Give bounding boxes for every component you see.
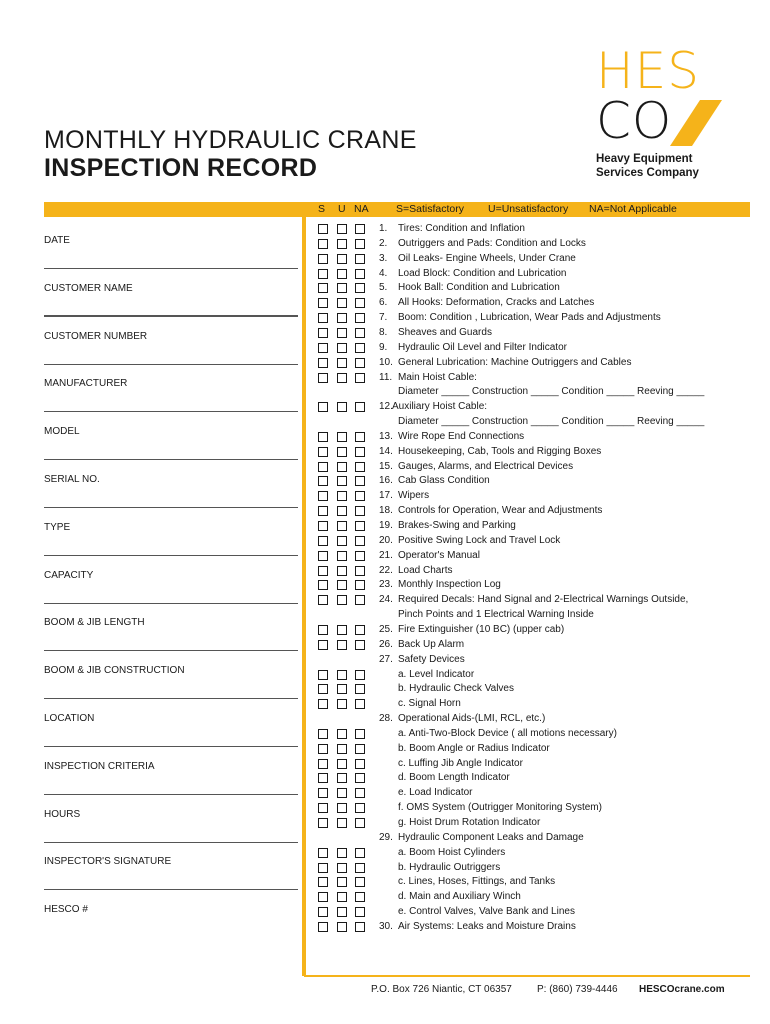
checklist-item-number: 9. bbox=[379, 341, 388, 353]
checkbox-na[interactable] bbox=[355, 580, 365, 590]
hesco-logo bbox=[596, 42, 746, 186]
checkbox-na[interactable] bbox=[355, 640, 365, 650]
checkbox-na[interactable] bbox=[355, 551, 365, 561]
checkbox-u[interactable] bbox=[337, 328, 347, 338]
checkbox-s[interactable] bbox=[318, 239, 328, 249]
checkbox-s[interactable] bbox=[318, 670, 328, 680]
checkbox-na[interactable] bbox=[355, 922, 365, 932]
checkbox-na[interactable] bbox=[355, 625, 365, 635]
checkbox-na[interactable] bbox=[355, 358, 365, 368]
checkbox-u[interactable] bbox=[337, 848, 347, 858]
checklist-item-number: 16. bbox=[379, 475, 393, 487]
checklist-item-text: Tires: Condition and Inflation bbox=[398, 223, 525, 234]
field-input-line[interactable] bbox=[44, 364, 298, 365]
footer-phone: P: (860) 739-4446 bbox=[537, 984, 618, 995]
checkbox-na[interactable] bbox=[355, 476, 365, 486]
checklist-item-number: 27. bbox=[379, 653, 393, 665]
checkbox-s[interactable] bbox=[318, 863, 328, 873]
checkbox-u[interactable] bbox=[337, 476, 347, 486]
checkbox-u[interactable] bbox=[337, 506, 347, 516]
checkbox-u[interactable] bbox=[337, 907, 347, 917]
checklist-item-text: e. Control Valves, Valve Bank and Lines bbox=[398, 906, 575, 918]
checkbox-na[interactable] bbox=[355, 907, 365, 917]
checkbox-s[interactable] bbox=[318, 551, 328, 561]
field-input-line[interactable] bbox=[44, 746, 298, 747]
checklist-item-text: Positive Swing Lock and Travel Lock bbox=[398, 534, 561, 546]
checkbox-na[interactable] bbox=[355, 491, 365, 501]
checklist-item-text: Controls for Operation, Wear and Adjustments bbox=[398, 505, 603, 517]
checklist-item-text: Hydraulic Component Leaks and Damage bbox=[398, 831, 584, 843]
checkbox-na[interactable] bbox=[355, 521, 365, 531]
checklist-item-number: 17. bbox=[379, 490, 393, 502]
checkbox-u[interactable] bbox=[337, 462, 347, 472]
checklist-item-number: 13. bbox=[379, 430, 393, 442]
field-label: CUSTOMER NUMBER bbox=[44, 330, 148, 342]
checkbox-na[interactable] bbox=[355, 402, 365, 412]
checklist-item-text: Oil Leaks- Engine Wheels, Under Crane bbox=[398, 252, 576, 264]
checklist-item-number: 12. bbox=[379, 401, 393, 413]
checklist-item-text: Monthly Inspection Log bbox=[398, 579, 501, 591]
checkbox-u[interactable] bbox=[337, 298, 347, 308]
checkbox-na[interactable] bbox=[355, 788, 365, 798]
field-input-line[interactable] bbox=[44, 794, 298, 795]
checkbox-na[interactable] bbox=[355, 892, 365, 902]
checkbox-s[interactable] bbox=[318, 744, 328, 754]
logo-tagline-line2: Services Company bbox=[596, 167, 699, 179]
checkbox-s[interactable] bbox=[318, 536, 328, 546]
field-input-line[interactable] bbox=[44, 603, 298, 604]
checkbox-u[interactable] bbox=[337, 729, 347, 739]
checkbox-s[interactable] bbox=[318, 788, 328, 798]
checkbox-s[interactable] bbox=[318, 506, 328, 516]
checkbox-s[interactable] bbox=[318, 254, 328, 264]
checklist-item-text: c. Lines, Hoses, Fittings, and Tanks bbox=[398, 876, 556, 888]
field-input-line[interactable] bbox=[44, 650, 298, 651]
checkbox-u[interactable] bbox=[337, 580, 347, 590]
field-input-line[interactable] bbox=[44, 698, 298, 699]
checkbox-s[interactable] bbox=[318, 269, 328, 279]
checkbox-s[interactable] bbox=[318, 848, 328, 858]
checklist-item-text: a. Level Indicator bbox=[398, 668, 475, 680]
field-input-line[interactable] bbox=[44, 507, 298, 508]
checklist-item-number: 6. bbox=[379, 297, 388, 309]
field-label: HESCO # bbox=[44, 904, 88, 916]
checklist-item-text: c. Signal Horn bbox=[398, 698, 461, 710]
checklist-item-number: 2. bbox=[379, 237, 388, 249]
checklist-item-number: 23. bbox=[379, 579, 393, 591]
checklist-item-number: 30. bbox=[379, 920, 393, 932]
checkbox-na[interactable] bbox=[355, 373, 365, 383]
footer-website[interactable]: HESCOcrane.com bbox=[639, 984, 725, 995]
checklist-item-text: b. Boom Angle or Radius Indicator bbox=[398, 742, 550, 754]
field-input-line[interactable] bbox=[44, 889, 298, 890]
checklist-item-text: Pinch Points and 1 Electrical Warning Inside bbox=[398, 609, 594, 621]
checklist-item-text: Gauges, Alarms, and Electrical Devices bbox=[398, 460, 574, 472]
page-title-line1: MONTHLY HYDRAULIC CRANE bbox=[44, 126, 417, 154]
checkbox-u[interactable] bbox=[337, 491, 347, 501]
checkbox-u[interactable] bbox=[337, 640, 347, 650]
checkbox-u[interactable] bbox=[337, 788, 347, 798]
checklist-item-text: Back Up Alarm bbox=[398, 638, 465, 650]
checkbox-u[interactable] bbox=[337, 402, 347, 412]
logo-tagline-line1: Heavy Equipment bbox=[596, 153, 693, 165]
checkbox-na[interactable] bbox=[355, 239, 365, 249]
checkbox-u[interactable] bbox=[337, 432, 347, 442]
checklist-item-number: 11. bbox=[379, 371, 393, 383]
checkbox-u[interactable] bbox=[337, 536, 347, 546]
page-title-line2: INSPECTION RECORD bbox=[44, 154, 318, 182]
checklist-item-number: 5. bbox=[379, 282, 388, 294]
column-header-u: U bbox=[338, 203, 346, 215]
checkbox-s[interactable] bbox=[318, 640, 328, 650]
logo-slash-icon bbox=[670, 100, 722, 146]
checkbox-u[interactable] bbox=[337, 224, 347, 234]
checklist-item-text: Load Charts bbox=[398, 564, 453, 576]
field-input-line[interactable] bbox=[44, 411, 298, 412]
checklist-item-text: Auxiliary Hoist Cable: bbox=[392, 401, 488, 413]
checkbox-s[interactable] bbox=[318, 491, 328, 501]
checkbox-u[interactable] bbox=[337, 759, 347, 769]
field-label: SERIAL NO. bbox=[44, 474, 100, 485]
checkbox-s[interactable] bbox=[318, 595, 328, 605]
checkbox-u[interactable] bbox=[337, 239, 347, 249]
checkbox-u[interactable] bbox=[337, 373, 347, 383]
footer-divider bbox=[304, 975, 750, 977]
checklist-item-text: e. Load Indicator bbox=[398, 787, 473, 799]
checklist-item-text: All Hooks: Deformation, Cracks and Latches bbox=[398, 297, 595, 309]
checklist-item-text: Diameter _____ Construction _____ Condition _____ Reeving _____ bbox=[398, 416, 705, 428]
checkbox-u[interactable] bbox=[337, 922, 347, 932]
checklist-item-text: g. Hoist Drum Rotation Indicator bbox=[398, 817, 541, 828]
checkbox-s[interactable] bbox=[318, 759, 328, 769]
legend-satisfactory: S=Satisfactory bbox=[396, 203, 464, 215]
checklist-item-text: d. Main and Auxiliary Winch bbox=[398, 891, 521, 903]
checkbox-u[interactable] bbox=[337, 803, 347, 813]
checkbox-na[interactable] bbox=[355, 536, 365, 546]
checkbox-u[interactable] bbox=[337, 566, 347, 576]
checkbox-u[interactable] bbox=[337, 744, 347, 754]
field-label: CAPACITY bbox=[44, 569, 94, 581]
checkbox-s[interactable] bbox=[318, 773, 328, 783]
checkbox-na[interactable] bbox=[355, 432, 365, 442]
checklist-item-text: Diameter _____ Construction _____ Condition _____ Reeving _____ bbox=[398, 386, 705, 398]
checkbox-s[interactable] bbox=[318, 358, 328, 368]
checkbox-s[interactable] bbox=[318, 283, 328, 293]
checkbox-u[interactable] bbox=[337, 863, 347, 873]
checklist-item-text: Load Block: Condition and Lubrication bbox=[398, 267, 567, 279]
checkbox-s[interactable] bbox=[318, 447, 328, 457]
checkbox-s[interactable] bbox=[318, 224, 328, 234]
checklist-item-text: Required Decals: Hand Signal and 2-Electrical Warnings Outside, bbox=[398, 594, 689, 606]
checklist-item-number: 22. bbox=[379, 564, 393, 576]
checkbox-u[interactable] bbox=[337, 343, 347, 353]
checklist-item-text: Operator's Manual bbox=[398, 549, 480, 561]
checklist-item-number: 28. bbox=[379, 713, 393, 725]
checkbox-s[interactable] bbox=[318, 373, 328, 383]
checkbox-s[interactable] bbox=[318, 521, 328, 531]
field-input-line[interactable] bbox=[44, 459, 298, 460]
checkbox-s[interactable] bbox=[318, 462, 328, 472]
checkbox-na[interactable] bbox=[355, 759, 365, 769]
checklist-item-text: Fire Extinguisher (10 BC) (upper cab) bbox=[398, 623, 565, 635]
checkbox-u[interactable] bbox=[337, 670, 347, 680]
checkbox-na[interactable] bbox=[355, 298, 365, 308]
checkbox-u[interactable] bbox=[337, 358, 347, 368]
field-label: LOCATION bbox=[44, 713, 95, 724]
logo-text-hes: HES bbox=[596, 42, 700, 100]
checklist-item-number: 4. bbox=[379, 267, 388, 279]
checkbox-na[interactable] bbox=[355, 254, 365, 264]
checkbox-na[interactable] bbox=[355, 670, 365, 680]
checkbox-na[interactable] bbox=[355, 328, 365, 338]
checkbox-s[interactable] bbox=[318, 729, 328, 739]
field-input-line[interactable] bbox=[44, 268, 298, 269]
checkbox-u[interactable] bbox=[337, 625, 347, 635]
checklist-item-text: Outriggers and Pads: Condition and Locks bbox=[398, 237, 586, 249]
checklist-item-text: Boom: Condition , Lubrication, Wear Pads and Adjustments bbox=[398, 312, 661, 324]
checkbox-u[interactable] bbox=[337, 773, 347, 783]
checklist-item-number: 3. bbox=[379, 252, 388, 264]
checkbox-s[interactable] bbox=[318, 298, 328, 308]
field-label: MANUFACTURER bbox=[44, 378, 128, 390]
field-label: MODEL bbox=[44, 426, 80, 438]
checkbox-s[interactable] bbox=[318, 922, 328, 932]
column-header-s: S bbox=[318, 203, 326, 215]
checklist-item-number: 29. bbox=[379, 831, 393, 843]
checkbox-u[interactable] bbox=[337, 254, 347, 264]
legend-not-applicable: NA=Not Applicable bbox=[589, 203, 677, 215]
checkbox-na[interactable] bbox=[355, 566, 365, 576]
checklist-item-text: Main Hoist Cable: bbox=[398, 371, 477, 383]
checklist-item-number: 8. bbox=[379, 326, 388, 338]
checklist-item-number: 7. bbox=[379, 312, 388, 324]
field-label: HOURS bbox=[44, 808, 81, 820]
field-input-line[interactable] bbox=[44, 842, 298, 843]
checkbox-na[interactable] bbox=[355, 848, 365, 858]
checkbox-s[interactable] bbox=[318, 313, 328, 323]
checkbox-na[interactable] bbox=[355, 462, 365, 472]
checkbox-u[interactable] bbox=[337, 892, 347, 902]
checkbox-s[interactable] bbox=[318, 892, 328, 902]
checkbox-s[interactable] bbox=[318, 877, 328, 887]
checkbox-u[interactable] bbox=[337, 818, 347, 828]
field-label: CUSTOMER NAME bbox=[44, 282, 133, 294]
legend-unsatisfactory: U=Unsatisfactory bbox=[488, 203, 569, 215]
checkbox-na[interactable] bbox=[355, 877, 365, 887]
checklist-item-text: c. Luffing Jib Angle Indicator bbox=[398, 757, 523, 769]
checkbox-na[interactable] bbox=[355, 343, 365, 353]
checkbox-s[interactable] bbox=[318, 343, 328, 353]
field-label: BOOM & JIB CONSTRUCTION bbox=[44, 665, 185, 677]
checkbox-na[interactable] bbox=[355, 729, 365, 739]
checkbox-s[interactable] bbox=[318, 328, 328, 338]
checklist-item-number: 26. bbox=[379, 638, 393, 650]
column-divider bbox=[302, 216, 306, 976]
checklist-item-text: General Lubrication: Machine Outriggers and Cables bbox=[398, 356, 632, 368]
checklist-item-number: 20. bbox=[379, 534, 393, 546]
checkbox-na[interactable] bbox=[355, 595, 365, 605]
checklist-item-text: Hook Ball: Condition and Lubrication bbox=[398, 282, 560, 294]
field-label: INSPECTOR'S SIGNATURE bbox=[44, 856, 172, 868]
checklist-item-text: b. Hydraulic Check Valves bbox=[398, 683, 514, 695]
checklist-item-number: 14. bbox=[379, 445, 393, 457]
checkbox-na[interactable] bbox=[355, 224, 365, 234]
checkbox-s[interactable] bbox=[318, 699, 328, 709]
field-input-line[interactable] bbox=[44, 555, 298, 556]
checklist-item-text: Housekeeping, Cab, Tools and Rigging Boxes bbox=[398, 445, 602, 457]
checklist-item-text: Air Systems: Leaks and Moisture Drains bbox=[398, 920, 576, 932]
field-label: INSPECTION CRITERIA bbox=[44, 760, 155, 772]
checklist-item-number: 24. bbox=[379, 594, 393, 606]
checklist-item-text: Safety Devices bbox=[398, 653, 465, 665]
checklist-item-text: f. OMS System (Outrigger Monitoring System) bbox=[398, 802, 602, 814]
checklist-item-text: Wipers bbox=[398, 490, 430, 502]
checkbox-na[interactable] bbox=[355, 684, 365, 694]
checkbox-na[interactable] bbox=[355, 818, 365, 828]
header-band bbox=[44, 202, 750, 217]
checklist-item-number: 15. bbox=[379, 460, 393, 472]
checkbox-u[interactable] bbox=[337, 313, 347, 323]
checkbox-na[interactable] bbox=[355, 744, 365, 754]
checkbox-s[interactable] bbox=[318, 803, 328, 813]
checkbox-u[interactable] bbox=[337, 269, 347, 279]
checkbox-na[interactable] bbox=[355, 269, 365, 279]
field-input-line[interactable] bbox=[44, 315, 298, 316]
checkbox-na[interactable] bbox=[355, 863, 365, 873]
footer-address: P.O. Box 726 Niantic, CT 06357 bbox=[371, 984, 512, 995]
logo-tagline bbox=[596, 152, 699, 180]
checkbox-na[interactable] bbox=[355, 506, 365, 516]
checklist-item-text: Hydraulic Oil Level and Filter Indicator bbox=[398, 341, 567, 353]
checkbox-s[interactable] bbox=[318, 684, 328, 694]
checklist-item-text: Wire Rope End Connections bbox=[398, 430, 525, 442]
checkbox-na[interactable] bbox=[355, 773, 365, 783]
field-label: DATE bbox=[44, 235, 70, 246]
checklist-item-text: a. Anti-Two-Block Device ( all motions necessary) bbox=[398, 727, 617, 739]
checklist-item-number: 21. bbox=[379, 549, 393, 561]
checklist-item-text: Brakes-Swing and Parking bbox=[398, 520, 516, 531]
checkbox-u[interactable] bbox=[337, 283, 347, 293]
checkbox-s[interactable] bbox=[318, 476, 328, 486]
checkbox-u[interactable] bbox=[337, 595, 347, 605]
checkbox-u[interactable] bbox=[337, 684, 347, 694]
checkbox-s[interactable] bbox=[318, 566, 328, 576]
checkbox-u[interactable] bbox=[337, 699, 347, 709]
checklist-item-text: Cab Glass Condition bbox=[398, 475, 490, 487]
checkbox-u[interactable] bbox=[337, 521, 347, 531]
checkbox-s[interactable] bbox=[318, 580, 328, 590]
checklist-item-number: 1. bbox=[379, 223, 388, 234]
checklist-item-text: Operational Aids-(LMI, RCL, etc.) bbox=[398, 713, 546, 725]
checklist-item-number: 10. bbox=[379, 356, 393, 368]
checkbox-na[interactable] bbox=[355, 313, 365, 323]
checkbox-s[interactable] bbox=[318, 432, 328, 442]
field-label: TYPE bbox=[44, 521, 71, 533]
checkbox-s[interactable] bbox=[318, 625, 328, 635]
checkbox-s[interactable] bbox=[318, 907, 328, 917]
checklist-item-text: a. Boom Hoist Cylinders bbox=[398, 846, 506, 858]
checklist-item-number: 18. bbox=[379, 505, 393, 517]
logo-text-co: CO bbox=[596, 92, 673, 150]
checkbox-s[interactable] bbox=[318, 402, 328, 412]
column-header-na: NA bbox=[354, 203, 369, 215]
checklist-item-text: d. Boom Length Indicator bbox=[398, 772, 510, 784]
checklist-item-number: 19. bbox=[379, 520, 393, 531]
checklist-item-number: 25. bbox=[379, 623, 393, 635]
checkbox-na[interactable] bbox=[355, 803, 365, 813]
field-label: BOOM & JIB LENGTH bbox=[44, 617, 145, 629]
checkbox-u[interactable] bbox=[337, 551, 347, 561]
checkbox-na[interactable] bbox=[355, 447, 365, 457]
checkbox-u[interactable] bbox=[337, 447, 347, 457]
checkbox-na[interactable] bbox=[355, 699, 365, 709]
checkbox-s[interactable] bbox=[318, 818, 328, 828]
checklist-item-text: b. Hydraulic Outriggers bbox=[398, 861, 501, 873]
checkbox-na[interactable] bbox=[355, 283, 365, 293]
checklist-item-text: Sheaves and Guards bbox=[398, 326, 492, 338]
checkbox-u[interactable] bbox=[337, 877, 347, 887]
